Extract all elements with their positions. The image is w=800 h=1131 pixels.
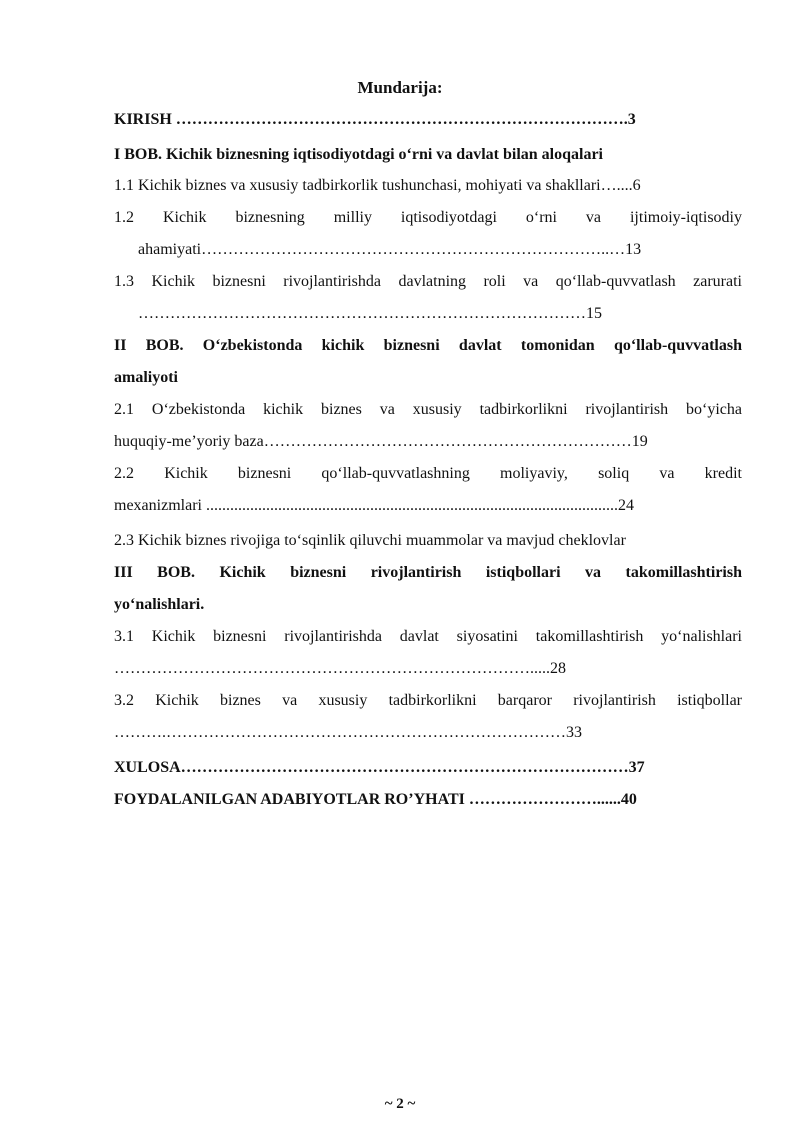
toc-entry-3-1-cont: …………………………………………………………………….....28 bbox=[114, 660, 566, 677]
toc-entry-2-1-cont: huquqiy-me’yoriy baza……………………………………………………………19 bbox=[114, 433, 648, 450]
toc-entry-adabiyotlar: FOYDALANILGAN ADABIYOTLAR RO’YHATI ……………………......40 bbox=[114, 791, 637, 808]
toc-chapter-1: I BOB. Kichik biznesning iqtisodiyotdagi o‘rni va davlat bilan aloqalari bbox=[114, 146, 603, 163]
page-number: ~ 2 ~ bbox=[384, 1096, 416, 1112]
toc-chapter-2: II BOB. O‘zbekistonda kichik biznesni davlat tomonidan qo‘llab-quvvatlash bbox=[114, 337, 742, 354]
toc-entry-2-2-cont: mexanizmlari .......................................................................................................24 bbox=[114, 497, 634, 514]
toc-entry-1-2-cont: ahamiyati…………………………………………………………………..…13 bbox=[138, 241, 642, 258]
toc-entry-2-3: 2.3 Kichik biznes rivojiga to‘sqinlik qiluvchi muammolar va mavjud cheklovlar bbox=[114, 532, 626, 549]
toc-entry-3-2-cont: ……….…………………………………………………………………33 bbox=[114, 724, 582, 741]
toc-entry-3-2: 3.2 Kichik biznes va xususiy tadbirkorlikni barqaror rivojlantirish istiqbollar bbox=[114, 692, 742, 709]
toc-chapter-3: III BOB. Kichik biznesni rivojlantirish istiqbollari va takomillashtirish bbox=[114, 564, 742, 581]
toc-entry-2-2: 2.2 Kichik biznesni qo‘llab-quvvatlashning moliyaviy, soliq va kredit bbox=[114, 465, 742, 482]
toc-chapter-3-cont: yo‘nalishlari. bbox=[114, 596, 205, 613]
toc-entry-2-1: 2.1 O‘zbekistonda kichik biznes va xususiy tadbirkorlikni rivojlantirish bo‘yicha bbox=[114, 401, 742, 418]
toc-entry-kirish: KIRISH ………………………………………………………………………….3 bbox=[114, 111, 636, 128]
toc-entry-1-2: 1.2 Kichik biznesning milliy iqtisodiyotdagi o‘rni va ijtimoiy-iqtisodiy bbox=[114, 209, 742, 226]
toc-entry-3-1: 3.1 Kichik biznesni rivojlantirishda davlat siyosatini takomillashtirish yo‘nalishlari bbox=[114, 628, 742, 645]
toc-entry-1-3-cont: …………………………………………………………………………15 bbox=[138, 305, 602, 322]
toc-entry-1-1: 1.1 Kichik biznes va xususiy tadbirkorlik tushunchasi, mohiyati va shakllari…....6 bbox=[114, 177, 641, 194]
page-title: Mundarija: bbox=[357, 78, 443, 97]
toc-entry-xulosa: XULOSA…………………………………………………………………………37 bbox=[114, 759, 645, 776]
toc-chapter-2-cont: amaliyoti bbox=[114, 369, 178, 386]
toc-entry-1-3: 1.3 Kichik biznesni rivojlantirishda davlatning roli va qo‘llab-quvvatlash zarurati bbox=[114, 273, 742, 290]
